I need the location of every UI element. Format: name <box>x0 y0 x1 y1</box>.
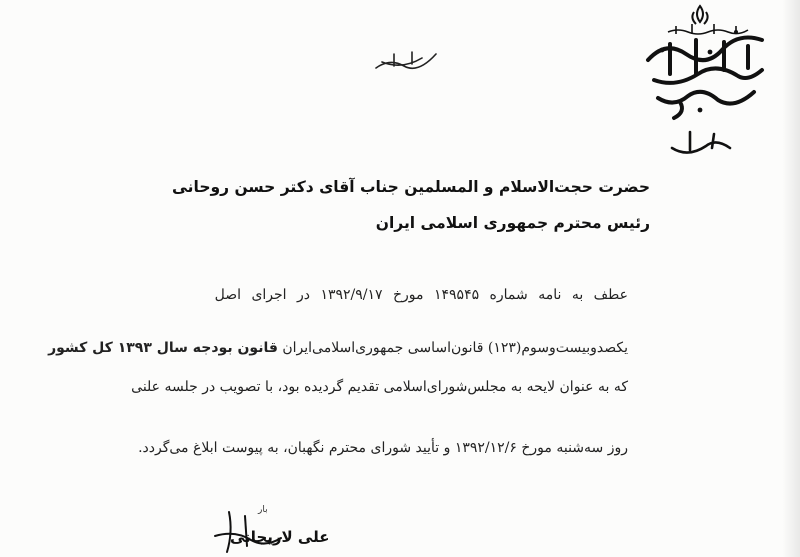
signature-annotation: بار <box>258 505 268 515</box>
body-line-1: عطف به نامه شماره ۱۴۹۵۴۵ مورخ ۱۳۹۲/۹/۱۷ در اجرای اصل <box>214 287 628 303</box>
body-line-3: که به عنوان لایحه به مجلس‌شورای‌اسلامی تقدیم گردیده بود، با تصویب در جلسه علنی <box>131 379 628 395</box>
emblem-icon <box>692 6 707 24</box>
page-edge-shadow <box>782 0 800 557</box>
recipient-line-2: رئیس محترم جمهوری اسلامی ایران <box>375 214 650 232</box>
body-line-4: روز سه‌شنبه مورخ ۱۳۹۲/۱۲/۶ و تأیید شورای محترم نگهبان، به پیوست ابلاغ می‌گردد. <box>138 440 628 456</box>
parliament-letterhead-logo <box>640 2 770 162</box>
body-line-2 <box>48 340 628 356</box>
budget-law-title: قانون بودجه سال ۱۳۹۳ کل کشور <box>48 340 278 356</box>
recipient-line-1: حضرت حجت‌الاسلام و المسلمین جناب آقای دکتر حسن روحانی <box>172 178 650 196</box>
body-line-2-prefix: یکصدوبیست‌وسوم(۱۲۳) قانون‌اساسی جمهوری‌اسلامی‌ایران <box>277 340 628 356</box>
signatory-name: علی لاریجانی <box>230 528 330 546</box>
header-scribble <box>372 44 442 78</box>
